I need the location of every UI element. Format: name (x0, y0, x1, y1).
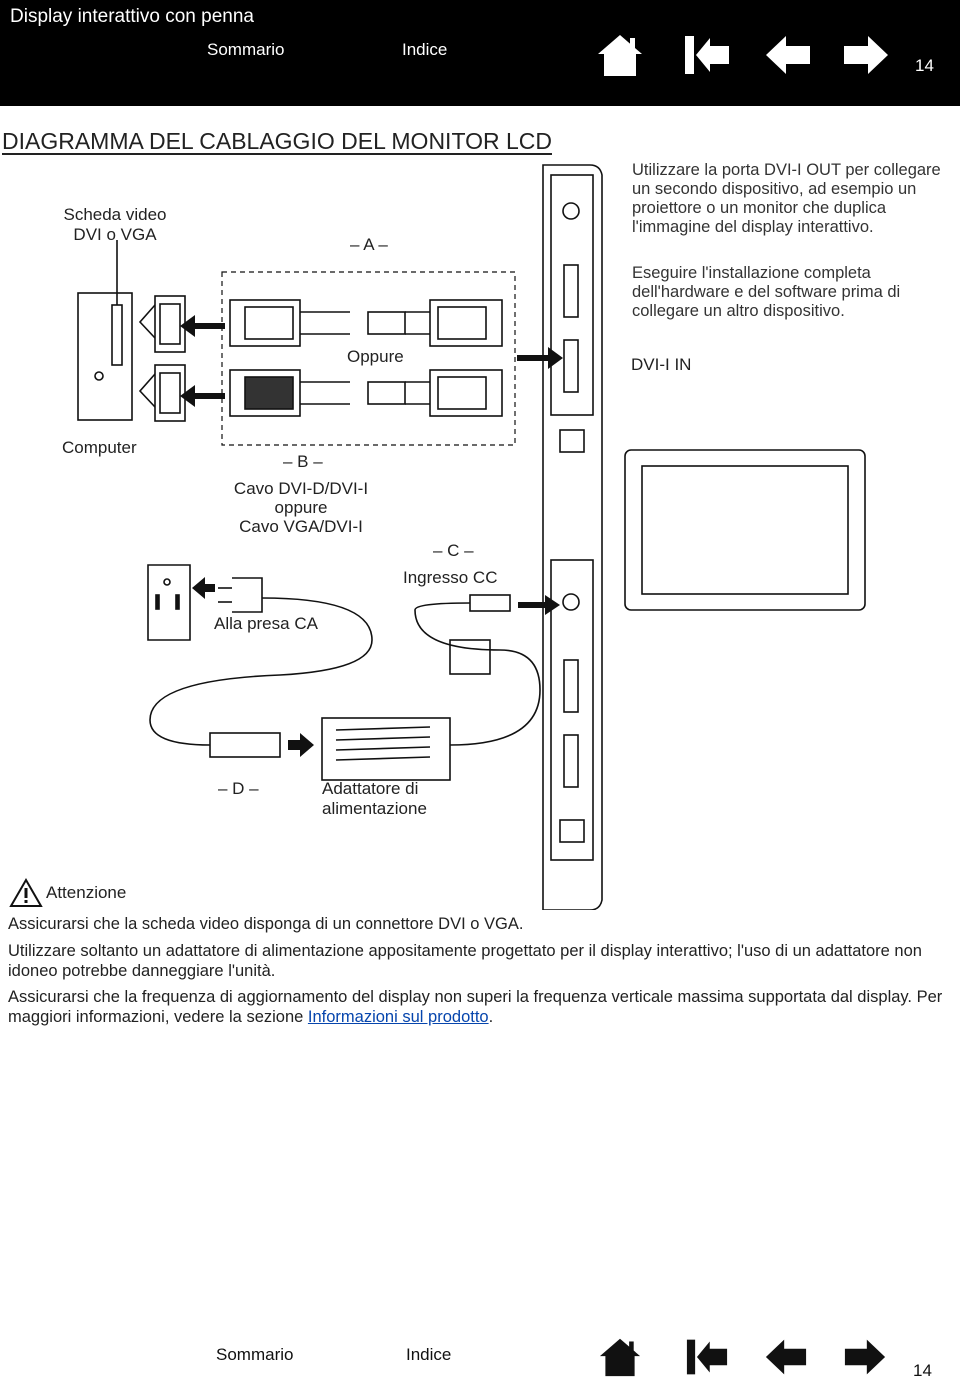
header-bar (0, 0, 960, 106)
computer-label: Computer (62, 438, 137, 457)
computer-case (78, 293, 132, 420)
cable-c-label: – C – (433, 541, 474, 560)
page-number: 14 (915, 56, 934, 75)
caution-paragraph-3-end: . (488, 1007, 494, 1026)
footer-index-link[interactable]: Indice (406, 1345, 452, 1364)
contents-link[interactable]: Sommario (207, 40, 285, 59)
video-card-label-1: Scheda video (63, 205, 167, 224)
next-page-icon[interactable] (842, 32, 890, 78)
section-title: DIAGRAMMA DEL CABLAGGIO DEL MONITOR LCD (2, 128, 552, 154)
caution-paragraph-2: Utilizzare soltanto un adattatore di alimentazione appositamente progettato per il display interattivo; l'uso di un adattatore non idoneo potrebbe danneggiare l'unità. (8, 942, 922, 980)
dc-in-label: Ingresso CC (403, 568, 498, 587)
caution-paragraph-3-text: Assicurarsi che la frequenza di aggiornamento del display non superi la frequenza verticale massima supportata dal display. Per maggiori informazioni, vedere la sezione (8, 988, 943, 1026)
footer-home-icon[interactable] (597, 1336, 643, 1378)
footer-next-page-icon[interactable] (842, 1336, 888, 1378)
adapter-label-2: alimentazione (322, 799, 427, 818)
cable-d-label: – D – (218, 779, 259, 798)
ac-outlet-label: Alla presa CA (214, 614, 318, 633)
dc-plug (470, 595, 510, 611)
ac-outlet (148, 565, 190, 640)
ferrite-core (450, 640, 490, 674)
home-icon[interactable] (596, 32, 644, 78)
warning-icon (9, 878, 43, 908)
dvi-in-label: DVI-I IN (631, 355, 692, 374)
caution-paragraph-1: Assicurarsi che la scheda video disponga di un connettore DVI o VGA. (8, 915, 524, 933)
footer-previous-page-icon[interactable] (763, 1336, 809, 1378)
caution-title: Attenzione (46, 883, 127, 902)
adapter-label-1: Adattatore di (322, 779, 419, 798)
footer-page-number: 14 (913, 1361, 932, 1380)
footer-contents-link[interactable]: Sommario (216, 1345, 294, 1364)
previous-page-icon[interactable] (764, 32, 812, 78)
cable-b-label: – B – (283, 452, 323, 471)
or-label: Oppure (347, 347, 404, 366)
monitor-front (625, 450, 865, 610)
install-note: Eseguire l'installazione completa dell'hardware e del software prima di collegare un altro dispositivo. (632, 264, 901, 320)
document-title: Display interattivo con penna (10, 6, 254, 27)
dvi-out-note: Utilizzare la porta DVI-I OUT per collegare un secondo dispositivo, ad esempio un proiettore o un monitor che duplica l'immagine del display interattivo. (632, 161, 941, 236)
video-card-label-2: DVI o VGA (73, 225, 157, 244)
first-page-icon[interactable] (683, 32, 731, 78)
iec-plug (210, 733, 280, 757)
cable-b-desc-2: oppure (274, 498, 328, 517)
cable-a-label: – A – (350, 235, 388, 254)
caution-paragraph-3 (8, 988, 953, 1027)
footer-first-page-icon[interactable] (684, 1336, 730, 1378)
index-link[interactable]: Indice (402, 40, 448, 59)
cable-b-desc-3: Cavo VGA/DVI-I (239, 517, 363, 536)
cable-b-desc-1: Cavo DVI-D/DVI-I (233, 479, 369, 498)
product-info-link[interactable]: Informazioni sul prodotto (307, 1007, 489, 1026)
